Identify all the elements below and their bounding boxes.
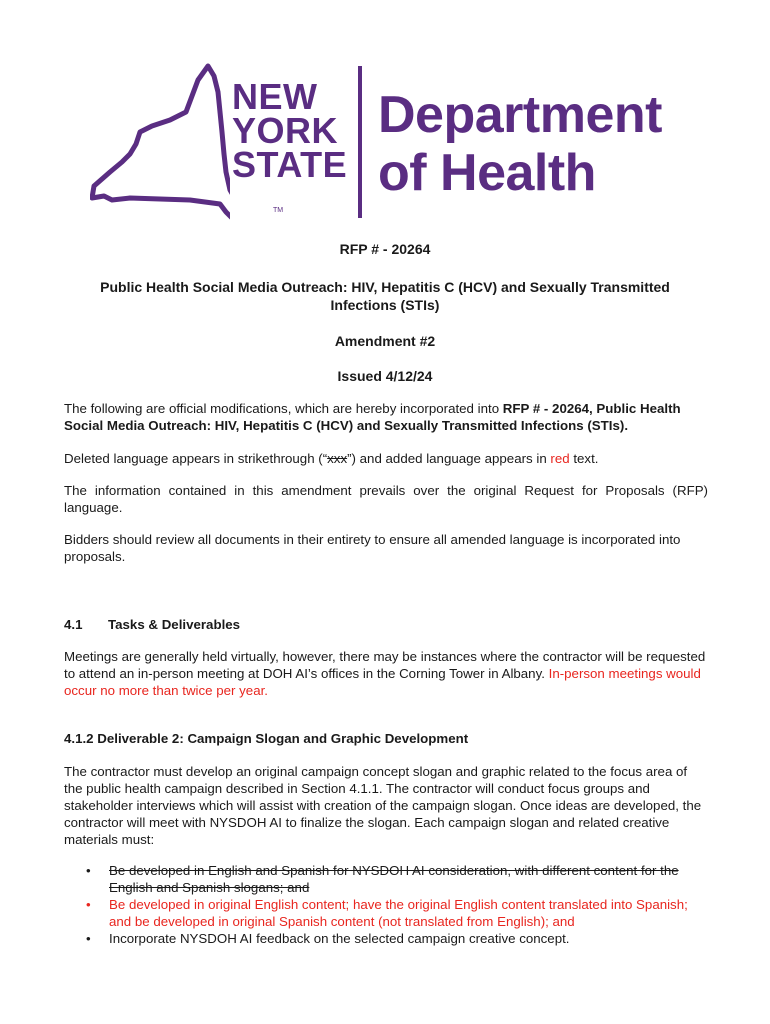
section-4-1-2-heading: 4.1.2 Deliverable 2: Campaign Slogan and Graphic Development	[64, 731, 469, 746]
strikethrough-sample: xxx	[327, 451, 348, 466]
bullet: •	[86, 931, 91, 946]
issued-date: Issued 4/12/24	[337, 368, 433, 384]
new-york-state-map-icon	[90, 62, 230, 222]
creative-requirements-list	[64, 862, 708, 947]
amendment-number: Amendment #2	[334, 333, 436, 349]
legend-paragraph	[64, 450, 708, 467]
rfp-number: RFP # - 20264	[339, 241, 431, 257]
list-item-text: Be developed in original English content; have the original English content translated into Spanish; and be developed in original Spanish content (not translated from English); and	[109, 897, 688, 929]
intro-lead: The following are official modifications, which are hereby incorporated into	[64, 401, 503, 416]
list-item-text: Be developed in English and Spanish for NYSDOH AI consideration, with different content for the English and Spanish slogans; and	[109, 863, 679, 895]
bullet: •	[86, 897, 91, 912]
trademark: TM	[273, 207, 284, 214]
wordmark-line: of Health	[378, 144, 596, 202]
prevails-paragraph: The information contained in this amendment prevails over the original Request for Proposals (RFP) language.	[64, 483, 708, 515]
bidders-paragraph: Bidders should review all documents in their entirety to ensure all amended language is incorporated into proposals.	[64, 532, 681, 564]
wordmark-line: YORK	[232, 110, 339, 151]
legend-text: ”) and added language appears in	[347, 451, 551, 466]
section-4-1-number: 4.1	[64, 617, 83, 632]
wordmark-line: NEW	[232, 76, 318, 117]
section-4-1-title: Tasks & Deliverables	[108, 617, 241, 632]
department-of-health-wordmark	[378, 86, 662, 202]
new-york-state-wordmark	[232, 76, 348, 185]
legend-text: text.	[569, 451, 599, 466]
list-item-text: Incorporate NYSDOH AI feedback on the selected campaign creative concept.	[109, 931, 570, 946]
list-item-deleted	[64, 862, 708, 896]
wordmark-line: Department	[378, 86, 662, 144]
intro-bold: RFP # - 20264, Public Health Social Media Outreach: HIV, Hepatitis C (HCV) and Sexually Transmitted Infections (STIs).	[64, 401, 681, 433]
section-4-1-text: Meetings are generally held virtually, however, there may be instances where the contractor will be requested to attend an in-person meeting at DOH AI’s offices in the Corning Tower in Albany.	[64, 649, 706, 681]
nys-doh-logo	[90, 62, 690, 222]
section-4-1-2-body: The contractor must develop an original campaign concept slogan and graphic related to the focus area of the public health campaign described in Section 4.1.1. The contractor will conduct focus groups and stakeholder interviews which will assist with creation of the campaign slogan. Once ideas are developed, the contractor will meet with NYSDOH AI to finalize the slogan. Each campaign slogan and related creative materials must:	[64, 764, 702, 847]
intro-paragraph	[64, 400, 708, 434]
section-4-1-added-text: In-person meetings would occur no more than twice per year.	[64, 666, 701, 698]
list-item-added	[64, 896, 708, 930]
wordmark-line: STATE	[232, 144, 348, 185]
list-item	[64, 930, 708, 947]
rfp-title: Public Health Social Media Outreach: HIV, Hepatitis C (HCV) and Sexually Transmitted Infections (STIs)	[100, 279, 670, 313]
red-sample: red	[550, 451, 570, 466]
legend-text: Deleted language appears in strikethrough (“	[64, 451, 328, 466]
bullet: •	[86, 863, 91, 878]
section-4-1-body	[64, 648, 708, 699]
logo-divider	[358, 66, 362, 218]
